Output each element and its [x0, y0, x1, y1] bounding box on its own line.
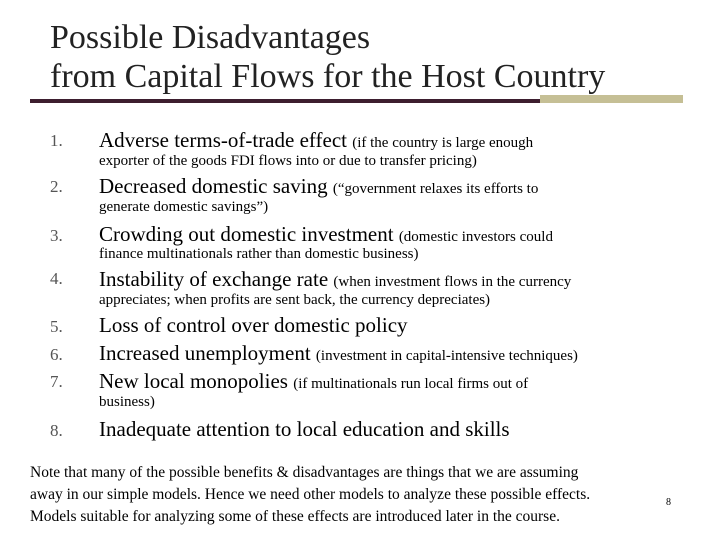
title-underline-accent [540, 95, 683, 103]
item-number-7: 7. [50, 372, 63, 391]
item-number-8: 8. [50, 421, 63, 440]
item-number-4: 4. [50, 269, 63, 288]
item-detail-text: (if the country is large enough [352, 135, 534, 151]
item-continuation-3: finance multinationals rather than domestic business) [99, 246, 419, 262]
list-item-6 [99, 341, 578, 368]
item-number-1: 1. [50, 131, 63, 150]
item-main-text: New local monopolies [99, 369, 288, 393]
item-main-text: Inadequate attention to local education and skills [99, 417, 510, 441]
item-detail-text: (when investment flows in the currency [333, 274, 572, 290]
page-number: 8 [666, 497, 671, 508]
item-detail-text: (“government relaxes its efforts to [332, 181, 539, 197]
item-detail-text: (domestic investors could [398, 229, 553, 245]
slide-title [50, 18, 605, 96]
item-continuation-4: appreciates; when profits are sent back, the currency depreciates) [99, 292, 491, 308]
list-item-5 [99, 313, 408, 340]
list-item-8 [99, 417, 510, 444]
list-item-2 [99, 174, 538, 201]
footnote [30, 462, 590, 528]
title-line-2: from Capital Flows for the Host Country [50, 58, 606, 95]
title-underline-dark [30, 99, 540, 103]
list-item-1 [99, 128, 533, 155]
item-number-3: 3. [50, 226, 63, 245]
item-main-text: Crowding out domestic investment [99, 222, 394, 246]
item-number-6: 6. [50, 345, 63, 364]
item-main-text: Adverse terms-of-trade effect [99, 128, 347, 152]
item-main-text: Loss of control over domestic policy [99, 313, 408, 337]
footnote-line-3: Models suitable for analyzing some of these effects are introduced later in the course. [30, 508, 560, 525]
item-continuation-7: business) [99, 394, 155, 410]
item-number-2: 2. [50, 177, 63, 196]
item-number-5: 5. [50, 317, 63, 336]
item-main-text: Increased unemployment [99, 341, 311, 365]
item-main-text: Decreased domestic saving [99, 174, 328, 198]
footnote-line-1: Note that many of the possible benefits & disadvantages are things that we are assuming [30, 464, 579, 481]
footnote-line-2: away in our simple models. Hence we need other models to analyze these possible effects. [30, 486, 591, 503]
title-line-1: Possible Disadvantages [50, 19, 371, 56]
list-item-7 [99, 369, 528, 396]
item-detail-text: (if multinationals run local firms out of [293, 376, 529, 392]
item-continuation-1: exporter of the goods FDI flows into or due to transfer pricing) [99, 153, 477, 169]
item-continuation-2: generate domestic savings”) [99, 199, 269, 215]
list-item-4 [99, 267, 571, 294]
item-main-text: Instability of exchange rate [99, 267, 329, 291]
item-detail-text: (investment in capital-intensive techniques) [315, 348, 578, 364]
